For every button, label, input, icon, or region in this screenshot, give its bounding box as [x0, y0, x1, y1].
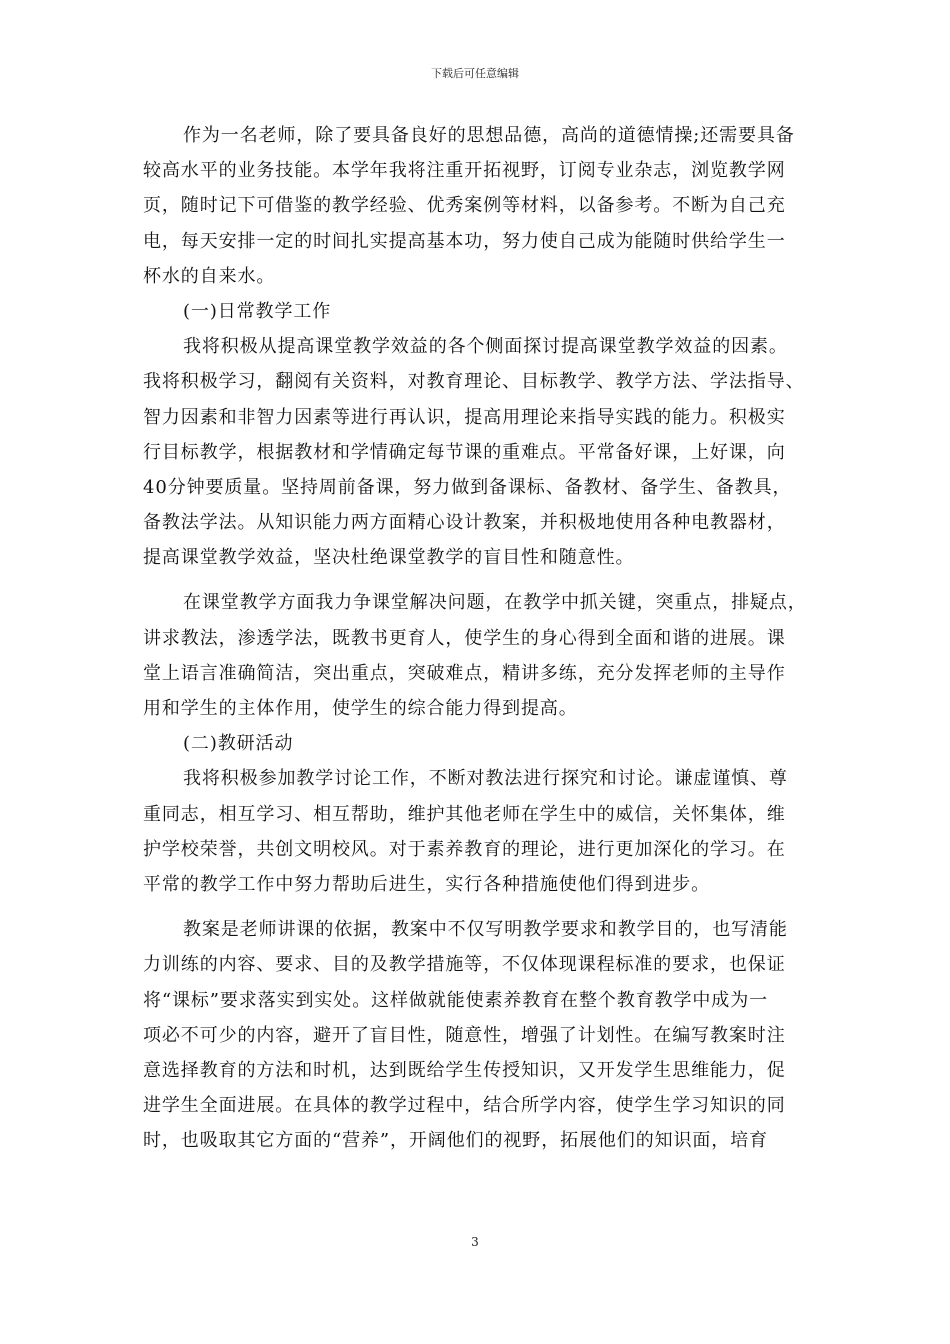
- document-body: [143, 118, 819, 1158]
- text-line: 杯水的自来水。: [143, 265, 276, 287]
- page-header: 下载后可任意编辑: [431, 67, 519, 80]
- paragraph-daily-teaching: [143, 329, 819, 575]
- text-line: 40分钟要质量。坚持周前备课，努力做到备课标、备教材、备学生、备教具，: [143, 476, 792, 498]
- text-line: 时，也吸取其它方面的“营养”，开阔他们的视野，拓展他们的知识面，培育: [143, 1130, 769, 1152]
- text-line: 作为一名老师，除了要具备良好的思想品德，高尚的道德情操;还需要具备: [183, 125, 795, 146]
- text-line: 备教法学法。从知识能力两方面精心设计教案，并积极地使用各种电教器材，: [143, 512, 786, 534]
- section-heading-daily-teaching: [143, 294, 819, 329]
- text-line: 电，每天安排一定的时间扎实提高基本功，努力使自己成为能随时供给学生一: [143, 230, 786, 252]
- text-line: 堂上语言准确简洁，突出重点，突破难点，精讲多练，充分发挥老师的主导作: [143, 662, 786, 684]
- text-line: 教案是老师讲课的依据，教案中不仅写明教学要求和教学目的，也写清能: [183, 919, 788, 941]
- text-line: 讲求教法，渗透学法，既教书更育人，使学生的身心得到全面和谐的进展。课: [143, 627, 786, 649]
- text-line: 我将积极从提高课堂教学效益的各个侧面探讨提高课堂教学效益的因素。: [183, 336, 788, 358]
- text-line: 将“课标”要求落实到实处。这样做就能使素养教育在整个教育教学中成为一: [143, 989, 769, 1011]
- paragraph-spacer: [143, 575, 819, 585]
- section-heading-research: [143, 726, 819, 761]
- page-number: 3: [471, 1235, 479, 1249]
- text-line: 智力因素和非智力因素等进行再认识，提高用理论来指导实践的能力。积极实: [143, 406, 786, 428]
- text-line: 用和学生的主体作用，使学生的综合能力得到提高。: [143, 698, 578, 719]
- text-line: 进学生全面进展。在具体的教学过程中，结合所学内容，使学生学习知识的同: [143, 1095, 786, 1117]
- paragraph-research: [143, 761, 819, 902]
- section-heading: (二)教研活动: [183, 733, 294, 755]
- text-line: 平常的教学工作中努力帮助后进生，实行各种措施使他们得到进步。: [143, 873, 710, 895]
- text-line: 重同志，相互学习、相互帮助，维护其他老师在学生中的威信，关怀集体，维: [143, 803, 786, 825]
- paragraph-spacer: [143, 902, 819, 912]
- text-line: 较高水平的业务技能。本学年我将注重开拓视野，订阅专业杂志，浏览教学网: [143, 160, 786, 182]
- text-line: 项必不可少的内容，避开了盲目性，随意性，增强了计划性。在编写教案时注: [143, 1024, 786, 1046]
- text-line: 我将积极学习，翻阅有关资料，对教育理论、目标教学、教学方法、学法指导、: [143, 371, 805, 393]
- text-line: 提高课堂教学效益，坚决杜绝课堂教学的盲目性和随意性。: [143, 547, 635, 569]
- text-line: 意选择教育的方法和时机，达到既给学生传授知识，又开发学生思维能力，促: [143, 1059, 786, 1081]
- text-line: 页，随时记下可借鉴的教学经验、优秀案例等材料，以备参考。不断为自己充: [143, 195, 786, 217]
- paragraph-classroom: [143, 585, 819, 726]
- paragraph-lesson-plan: [143, 912, 819, 1158]
- paragraph-intro: [143, 118, 819, 294]
- text-line: 在课堂教学方面我力争课堂解决问题，在教学中抓关键，突重点，排疑点，: [183, 592, 807, 614]
- text-line: 护学校荣誉，共创文明校风。对于素养教育的理论，进行更加深化的学习。在: [143, 838, 786, 860]
- text-line: 我将积极参加教学讨论工作，不断对教法进行探究和讨论。谦虚谨慎、尊: [183, 768, 788, 790]
- text-line: 力训练的内容、要求、目的及教学措施等，不仅体现课程标准的要求，也保证: [143, 954, 786, 976]
- section-heading: (一)日常教学工作: [183, 300, 332, 322]
- text-line: 行目标教学，根据教材和学情确定每节课的重难点。平常备好课，上好课，向: [143, 441, 786, 463]
